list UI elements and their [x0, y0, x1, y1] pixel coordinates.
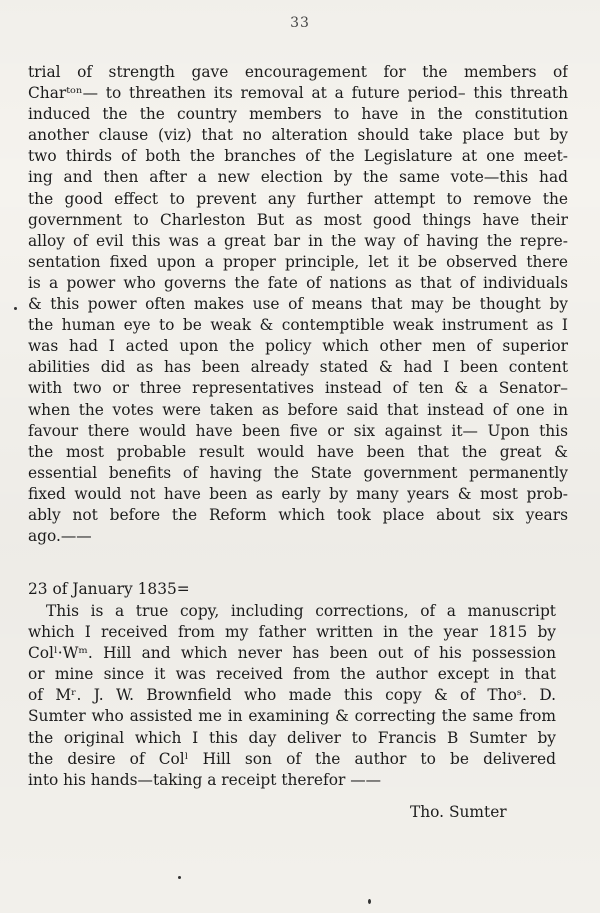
text-line: two thirds of both the branches of the Legislature at one meet- — [28, 147, 568, 166]
text-line: was had I acted upon the policy which other men of superior — [28, 337, 568, 356]
signature: Tho. Sumter — [410, 803, 507, 821]
text-line: ably not before the Reform which took place about six years — [28, 505, 568, 524]
note-line: the desire of Colˡ Hill son of the author to be delivered — [28, 749, 556, 768]
page-number: 33 — [290, 15, 310, 31]
text-line: ing and then after a new election by the same vote—this had — [28, 168, 568, 187]
text-line: the human eye to be weak & contemptible weak instrument as I — [28, 316, 568, 335]
margin-speck — [14, 307, 17, 310]
note-line: which I received from my father written in the year 1815 by — [28, 623, 556, 642]
text-line: fixed would not have been as early by many years & most prob- — [28, 484, 568, 503]
text-line: ago.—— — [28, 527, 92, 546]
text-line: the good effect to prevent any further attempt to remove the — [28, 189, 568, 208]
text-line: sentation fixed upon a proper principle, let it be observed there — [28, 252, 568, 271]
main-text-block — [28, 62, 568, 547]
text-line: trial of strength gave encouragement for the members of — [28, 63, 568, 81]
text-line: Charᵗᵒⁿ— to threathen its removal at a future period– this threath — [28, 84, 568, 103]
text-line: abilities did as has been already stated & had I been content — [28, 358, 568, 377]
text-line: & this power often makes use of means that may be thought by — [28, 295, 568, 314]
text-line: government to Charleston But as most good things have their — [28, 210, 568, 229]
note-date: 23 of January 1835= — [28, 580, 190, 598]
note-line: Sumter who assisted me in examining & correcting the same from — [28, 707, 556, 726]
note-line: of Mʳ. J. W. Brownfield who made this copy & of Thoˢ. D. — [28, 686, 556, 705]
page-speck — [178, 876, 181, 879]
note-line: into his hands—taking a receipt therefor —— — [28, 770, 381, 789]
text-line: the most probable result would have been that the great & — [28, 442, 568, 461]
page-speck — [368, 899, 371, 904]
text-line: alloy of evil this was a great bar in the way of having the repre- — [28, 231, 568, 250]
text-line: with two or three representatives instead of ten & a Senator– — [28, 379, 568, 398]
text-line: when the votes were taken as before said that instead of one in — [28, 400, 568, 419]
note-line: or mine since it was received from the author except in that — [28, 665, 556, 684]
text-line: induced the the country members to have in the constitution — [28, 105, 568, 124]
note-line: the original which I this day deliver to Francis B Sumter by — [28, 728, 556, 747]
text-line: is a power who governs the fate of nations as that of individuals — [28, 273, 568, 292]
text-line: another clause (viz) that no alteration should take place but by — [28, 126, 568, 145]
note-line: Colˡ·Wᵐ. Hill and which never has been out of his possession — [28, 644, 556, 663]
certification-note — [28, 601, 556, 791]
text-line: essential benefits of having the State government permanently — [28, 463, 568, 482]
text-line: favour there would have been five or six against it— Upon this — [28, 421, 568, 440]
note-line: This is a true copy, including corrections, of a manuscript — [46, 602, 556, 620]
